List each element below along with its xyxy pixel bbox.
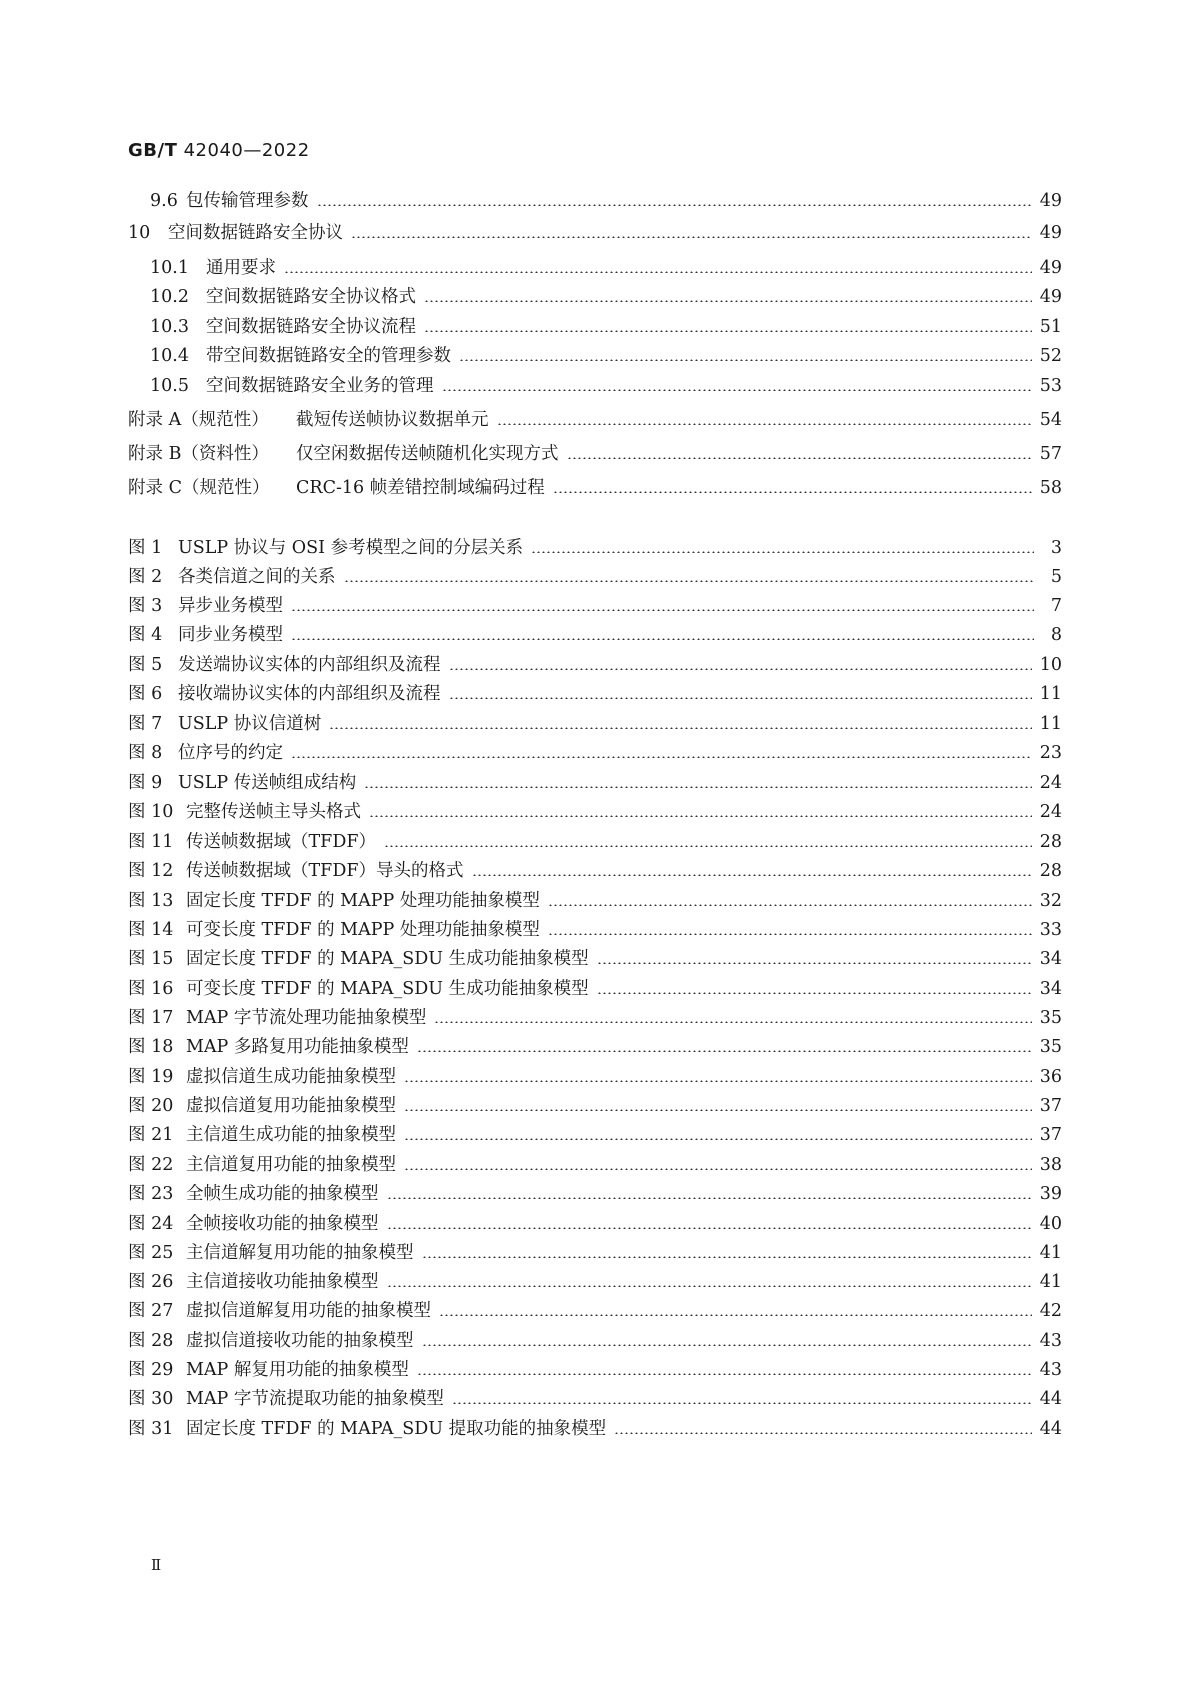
entry-title: 固定长度 TFDF 的 MAPP 处理功能抽象模型 [186, 891, 540, 911]
entry-number: 10.1 [150, 258, 189, 278]
entry-page: 49 [1039, 258, 1062, 278]
entry-title: 可变长度 TFDF 的 MAPP 处理功能抽象模型 [186, 920, 540, 940]
entry-title: MAP 多路复用功能抽象模型 [186, 1037, 409, 1057]
dot-leader [548, 933, 1032, 935]
standard-prefix: GB/T [128, 140, 178, 161]
dot-leader [417, 1373, 1032, 1375]
figure-entry[interactable] [128, 858, 1062, 884]
entry-page: 39 [1039, 1184, 1062, 1204]
dot-leader [364, 786, 1032, 788]
entry-title: 位序号的约定 [178, 743, 283, 763]
entry-title: 虚拟信道生成功能抽象模型 [186, 1067, 396, 1087]
dot-leader [439, 1314, 1032, 1316]
entry-number: 图 14 [128, 920, 174, 940]
figure-entry[interactable] [128, 1328, 1062, 1354]
figure-entry[interactable] [128, 622, 1062, 648]
figure-entry[interactable] [128, 740, 1062, 766]
entry-number: 图 31 [128, 1419, 174, 1439]
entry-page: 49 [1039, 223, 1062, 243]
entry-number: 图 3 [128, 596, 163, 616]
entry-title: MAP 字节流处理功能抽象模型 [186, 1008, 427, 1028]
entry-title: MAP 字节流提取功能的抽象模型 [186, 1389, 444, 1409]
entry-number: 图 23 [128, 1184, 174, 1204]
entry-page: 36 [1039, 1067, 1062, 1087]
entry-page: 54 [1039, 410, 1062, 430]
toc-entry[interactable] [128, 255, 1062, 281]
figure-entry[interactable] [128, 1093, 1062, 1119]
entry-title: 同步业务模型 [178, 625, 283, 645]
dot-leader [459, 359, 1032, 361]
dot-leader [404, 1080, 1032, 1082]
entry-number: 图 5 [128, 655, 163, 675]
entry-number: 图 22 [128, 1155, 174, 1175]
figure-entry[interactable] [128, 1269, 1062, 1295]
entry-title: 发送端协议实体的内部组织及流程 [178, 655, 441, 675]
entry-page: 32 [1039, 891, 1062, 911]
entry-title: 传送帧数据域（TFDF） [186, 832, 376, 852]
entry-title: 异步业务模型 [178, 596, 283, 616]
entry-title: 主信道解复用功能的抽象模型 [186, 1243, 414, 1263]
toc-entry[interactable] [128, 220, 1062, 246]
entry-page: 42 [1039, 1301, 1062, 1321]
entry-page: 8 [1050, 625, 1062, 645]
figure-entry[interactable] [128, 1211, 1062, 1237]
entry-title: 全帧接收功能的抽象模型 [186, 1214, 379, 1234]
entry-page: 43 [1039, 1331, 1062, 1351]
entry-number: 图 30 [128, 1389, 174, 1409]
figure-entry[interactable] [128, 946, 1062, 972]
dot-leader [417, 1050, 1032, 1052]
entry-number: 图 24 [128, 1214, 174, 1234]
entry-page: 28 [1039, 861, 1062, 881]
entry-page: 24 [1039, 802, 1062, 822]
figure-entry[interactable] [128, 976, 1062, 1002]
figure-entry[interactable] [128, 829, 1062, 855]
figure-entry[interactable] [128, 593, 1062, 619]
dot-leader [387, 1227, 1032, 1229]
entry-page: 44 [1039, 1419, 1062, 1439]
dot-leader [424, 330, 1032, 332]
entry-page: 53 [1039, 376, 1062, 396]
figure-entry[interactable] [128, 1152, 1062, 1178]
entry-number: 图 7 [128, 714, 163, 734]
entry-number: 10.4 [150, 346, 189, 366]
entry-title: 空间数据链路安全协议格式 [206, 287, 416, 307]
dot-leader [548, 904, 1032, 906]
entry-page: 41 [1039, 1243, 1062, 1263]
entry-title: USLP 协议与 OSI 参考模型之间的分层关系 [178, 538, 524, 558]
entry-number: 图 11 [128, 832, 174, 852]
dot-leader [553, 491, 1032, 493]
dot-leader [449, 697, 1032, 699]
figure-entry[interactable] [128, 917, 1062, 943]
toc-entry[interactable] [128, 314, 1062, 340]
entry-number: 10.5 [150, 376, 189, 396]
entry-title: 全帧生成功能的抽象模型 [186, 1184, 379, 1204]
dot-leader [291, 756, 1032, 758]
entry-title: 仅空闲数据传送帧随机化实现方式 [296, 444, 559, 464]
entry-page: 33 [1039, 920, 1062, 940]
entry-title: 虚拟信道接收功能的抽象模型 [186, 1331, 414, 1351]
entry-number: 图 18 [128, 1037, 174, 1057]
entry-number: 图 19 [128, 1067, 174, 1087]
figure-entry[interactable] [128, 1357, 1062, 1383]
entry-page: 57 [1039, 444, 1062, 464]
entry-title: 带空间数据链路安全的管理参数 [206, 346, 451, 366]
entry-title: 主信道接收功能抽象模型 [186, 1272, 379, 1292]
entry-page: 37 [1039, 1096, 1062, 1116]
entry-number: 图 16 [128, 979, 174, 999]
dot-leader [404, 1168, 1032, 1170]
entry-number: 10.3 [150, 317, 189, 337]
entry-page: 7 [1050, 596, 1062, 616]
figure-entry[interactable] [128, 1386, 1062, 1412]
toc-entry[interactable] [128, 441, 1062, 467]
entry-number: 图 13 [128, 891, 174, 911]
figure-entry[interactable] [128, 652, 1062, 678]
dot-leader [422, 1344, 1032, 1346]
entry-number: 图 12 [128, 861, 174, 881]
figure-entry[interactable] [128, 535, 1062, 561]
dot-leader [434, 1021, 1031, 1023]
entry-title: MAP 解复用功能的抽象模型 [186, 1360, 409, 1380]
entry-page: 44 [1039, 1389, 1062, 1409]
entry-number: 图 17 [128, 1008, 174, 1028]
entry-number: 图 10 [128, 802, 174, 822]
dot-leader [284, 271, 1032, 273]
dot-leader [567, 457, 1032, 459]
figure-entry[interactable] [128, 1298, 1062, 1324]
standard-number: 42040—2022 [183, 140, 310, 161]
entry-number: 图 2 [128, 567, 163, 587]
toc-entry[interactable] [128, 475, 1062, 501]
entry-number: 图 4 [128, 625, 163, 645]
entry-number: 图 20 [128, 1096, 174, 1116]
entry-page: 35 [1039, 1008, 1062, 1028]
entry-page: 10 [1039, 655, 1062, 675]
figure-entry[interactable] [128, 711, 1062, 737]
entry-title: 传送帧数据域（TFDF）导头的格式 [186, 861, 464, 881]
entry-title: 通用要求 [206, 258, 276, 278]
entry-page: 5 [1050, 567, 1062, 587]
entry-title: USLP 协议信道树 [178, 714, 322, 734]
entry-page: 24 [1039, 773, 1062, 793]
entry-number: 附录 B（资料性） [128, 444, 269, 464]
dot-leader [442, 389, 1032, 391]
entry-title: 虚拟信道复用功能抽象模型 [186, 1096, 396, 1116]
entry-page: 11 [1039, 684, 1062, 704]
entry-number: 图 21 [128, 1125, 174, 1145]
dot-leader [597, 992, 1032, 994]
dot-leader [291, 638, 1034, 640]
figure-entry[interactable] [128, 770, 1062, 796]
figure-entry[interactable] [128, 564, 1062, 590]
entry-number: 附录 A（规范性） [128, 410, 269, 430]
entry-number: 图 29 [128, 1360, 174, 1380]
dot-leader [452, 1402, 1032, 1404]
dot-leader [387, 1197, 1032, 1199]
entry-page: 49 [1039, 191, 1062, 211]
toc-entry[interactable] [128, 284, 1062, 310]
entry-title: 接收端协议实体的内部组织及流程 [178, 684, 441, 704]
dot-leader [369, 815, 1032, 817]
toc-entry[interactable] [128, 343, 1062, 369]
entry-title: CRC-16 帧差错控制域编码过程 [296, 478, 545, 498]
entry-title: USLP 传送帧组成结构 [178, 773, 357, 793]
entry-page: 52 [1039, 346, 1062, 366]
figure-entry[interactable] [128, 1005, 1062, 1031]
entry-title: 各类信道之间的关系 [178, 567, 336, 587]
dot-leader [497, 423, 1032, 425]
dot-leader [384, 845, 1032, 847]
figure-entry[interactable] [128, 1416, 1062, 1442]
entry-number: 9.6 [150, 191, 178, 211]
entry-number: 附录 C（规范性） [128, 478, 270, 498]
entry-title: 主信道复用功能的抽象模型 [186, 1155, 396, 1175]
figure-entry[interactable] [128, 1240, 1062, 1266]
dot-leader [531, 551, 1034, 553]
entry-page: 38 [1039, 1155, 1062, 1175]
dot-leader [597, 962, 1032, 964]
toc-entry[interactable] [128, 373, 1062, 399]
dot-leader [344, 580, 1035, 582]
dot-leader [472, 874, 1032, 876]
entry-number: 图 28 [128, 1331, 174, 1351]
dot-leader [329, 727, 1032, 729]
toc-entry[interactable] [128, 188, 1062, 214]
entry-title: 虚拟信道解复用功能的抽象模型 [186, 1301, 431, 1321]
entry-page: 34 [1039, 949, 1062, 969]
entry-number: 图 15 [128, 949, 174, 969]
dot-leader [291, 609, 1034, 611]
dot-leader [422, 1256, 1032, 1258]
entry-page: 3 [1050, 538, 1062, 558]
entry-title: 固定长度 TFDF 的 MAPA_SDU 提取功能的抽象模型 [186, 1419, 607, 1439]
entry-title: 完整传送帧主导头格式 [186, 802, 361, 822]
figure-entry[interactable] [128, 799, 1062, 825]
entry-number: 图 25 [128, 1243, 174, 1263]
figure-entry[interactable] [128, 1034, 1062, 1060]
entry-page: 11 [1039, 714, 1062, 734]
entry-page: 43 [1039, 1360, 1062, 1380]
entry-title: 空间数据链路安全协议流程 [206, 317, 416, 337]
entry-page: 41 [1039, 1272, 1062, 1292]
dot-leader [351, 236, 1032, 238]
entry-page: 49 [1039, 287, 1062, 307]
figure-entry[interactable] [128, 1181, 1062, 1207]
entry-page: 58 [1039, 478, 1062, 498]
entry-title: 包传输管理参数 [186, 191, 309, 211]
entry-number: 图 26 [128, 1272, 174, 1292]
entry-title: 空间数据链路安全业务的管理 [206, 376, 434, 396]
entry-page: 40 [1039, 1214, 1062, 1234]
entry-page: 28 [1039, 832, 1062, 852]
entry-page: 34 [1039, 979, 1062, 999]
figure-entry[interactable] [128, 1122, 1062, 1148]
entry-page: 35 [1039, 1037, 1062, 1057]
dot-leader [449, 668, 1032, 670]
entry-number: 图 6 [128, 684, 163, 704]
document-header [128, 140, 310, 161]
dot-leader [404, 1109, 1032, 1111]
entry-page: 51 [1039, 317, 1062, 337]
dot-leader [404, 1138, 1032, 1140]
entry-number: 图 8 [128, 743, 163, 763]
entry-title: 主信道生成功能的抽象模型 [186, 1125, 396, 1145]
toc-entry[interactable] [128, 407, 1062, 433]
entry-title: 可变长度 TFDF 的 MAPA_SDU 生成功能抽象模型 [186, 979, 589, 999]
figure-entry[interactable] [128, 888, 1062, 914]
entry-title: 截短传送帧协议数据单元 [296, 410, 489, 430]
dot-leader [387, 1285, 1032, 1287]
entry-title: 固定长度 TFDF 的 MAPA_SDU 生成功能抽象模型 [186, 949, 589, 969]
entry-number: 图 27 [128, 1301, 174, 1321]
entry-number: 图 9 [128, 773, 163, 793]
entry-title: 空间数据链路安全协议 [168, 223, 343, 243]
entry-number: 10 [128, 223, 151, 243]
dot-leader [424, 300, 1032, 302]
figure-entry[interactable] [128, 1064, 1062, 1090]
dot-leader [614, 1432, 1032, 1434]
entry-page: 23 [1039, 743, 1062, 763]
page-number: Ⅱ [151, 1556, 162, 1574]
entry-number: 图 1 [128, 538, 163, 558]
figure-entry[interactable] [128, 681, 1062, 707]
entry-page: 37 [1039, 1125, 1062, 1145]
dot-leader [317, 204, 1032, 206]
entry-number: 10.2 [150, 287, 189, 307]
